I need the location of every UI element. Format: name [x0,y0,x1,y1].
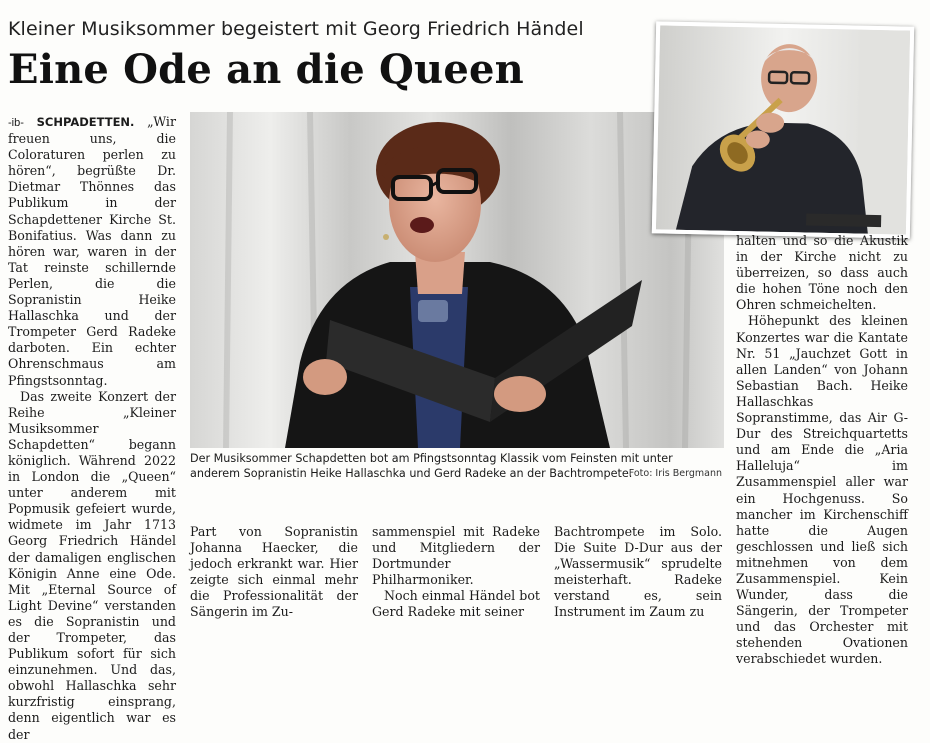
singer-photo [190,112,724,448]
article-paragraph [8,114,176,389]
article-paragraph: Part von Sopranistin Johanna Haecker, die jedoch erkrankt war. Hier zeigte sich einmal mehr die Professionalität der Sängerin im Zu- [190,524,358,620]
photo-credit: Foto: Iris Bergmann [628,468,722,479]
caption-text: Der Musiksommer Schapdetten bot am Pfingstsonntag Klassik vom Feinsten mit unter anderem Sopranistin Heike Hallaschka und Gerd Radeke an der Bachtrompete. [190,452,673,480]
article-kicker: Kleiner Musiksommer begeistert mit Georg Friedrich Händel [8,18,584,40]
article-column-1 [8,114,176,743]
paragraph-text: „Wir freuen uns, die Coloraturen perlen zu hören“, begrüßte Dr. Dietmar Thönnes das Publikum in der Schapdettener Kirche St. Bonifatius. Was dann zu hören war, waren in der Tat reinste schillernde Perlen, die die Sopranistin Heike Hallaschka und der Trompeter Gerd Radeke darboten. Ein echter Ohrenschmaus am Pfingstsonntag. [8,114,176,388]
article-paragraph: sammenspiel mit Radeke und Mitgliedern der Dortmunder Philharmoniker. [372,524,540,588]
article-paragraph: Das zweite Konzert der Reihe „Kleiner Musiksommer Schapdetten“ begann königlich. Während 2022 in London die „Queen“ unter anderem mit Popmusik gefeiert wurde, widmete im Jahr 1713 Georg Friedrich Händel der damaligen englischen Königin Anne eine Ode. Mit „Eternal Source of Light Devine“ verstanden es die Sopranistin und der Trompeter, das Publikum sofort für sich einzunehmen. Und das, obwohl Hallaschka sehr kurzfristig einsprang, denn eigentlich war es der [8,388,176,742]
article-paragraph: Höhepunkt des kleinen Konzertes war die Kantate Nr. 51 „Jauchzet Gott in allen Landen“ von Johann Sebastian Bach. Heike Hallaschkas Sopranstimme, das Air G-Dur des Streichquartetts und am Ende die „Aria Halleluja“ im Zusammenspiel aller war ein Hochgenuss. So mancher im Kirchenschiff hatte die Augen geschlossen und ließ sich mitnehmen von dem Zusammenspiel. Kein Wunder, dass die Sängerin, der Trompeter und das Orchester mit stehenden Ovationen verabschiedet wurden. [736,313,908,667]
article-paragraph: halten und so die Akustik in der Kirche nicht zu überreizen, so dass auch die hohen Töne noch den Ohren schmeichelten. [736,233,908,313]
article-headline: Eine Ode an die Queen [8,46,524,93]
trumpeter-illustration [656,25,910,234]
article-column-2 [190,524,358,621]
singer-illustration [190,112,724,448]
article-column-4 [554,524,722,621]
article-paragraph: Bachtrompete im Solo. Die Suite D-Dur aus der „Wassermusik“ sprudelte meisterhaft. Radeke verstand es, sein Instrument im Zaum zu [554,524,722,620]
trumpeter-photo [652,21,914,238]
photo-caption [190,451,724,481]
article-column-5 [736,233,908,668]
article-column-3 [372,524,540,621]
dateline-prefix: -ib- [8,117,24,129]
article-paragraph: Noch einmal Händel bot Gerd Radeke mit seiner [372,588,540,620]
dateline-place: SCHPADETTEN. [36,115,135,129]
